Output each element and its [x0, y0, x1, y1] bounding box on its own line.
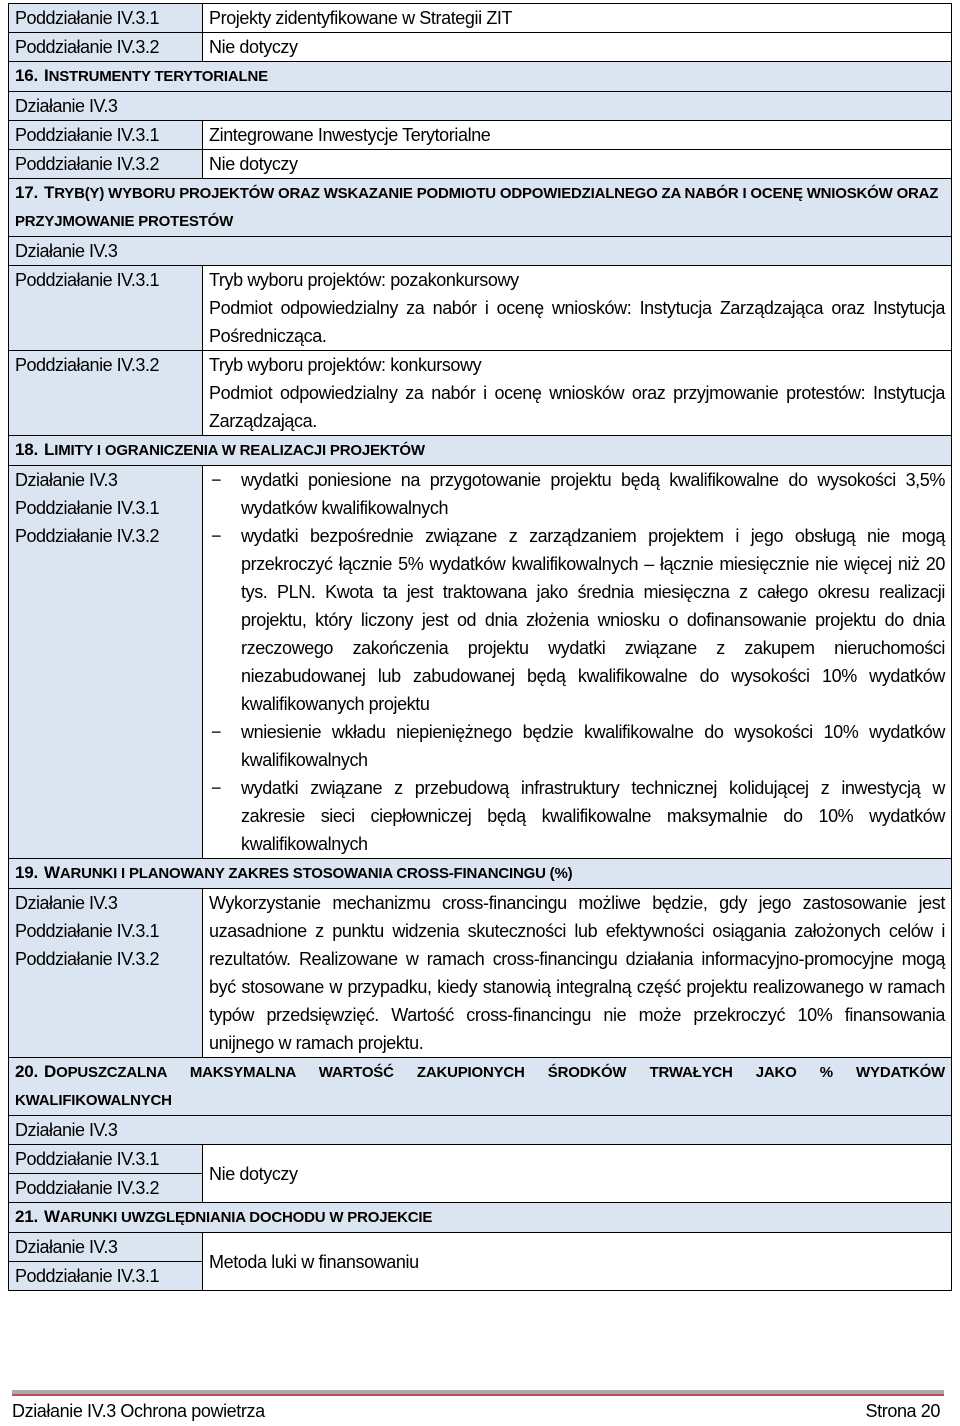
limits-list-cell	[203, 466, 952, 859]
section-header-18	[9, 436, 952, 466]
footer-title: Działanie IV.3 Ochrona powietrza	[12, 1401, 265, 1421]
section-title-initial: L	[44, 440, 55, 459]
table-row	[9, 266, 952, 351]
table-row	[9, 1233, 952, 1262]
footer-divider	[12, 1390, 944, 1396]
section-number: 18.	[15, 440, 39, 459]
action-label: Działanie IV.3	[15, 470, 118, 490]
section-header-19	[9, 859, 952, 889]
table-row	[9, 150, 952, 179]
action-label: Działanie IV.3	[9, 237, 952, 266]
subaction-value: Zintegrowane Inwestycje Terytorialne	[203, 121, 952, 150]
section-title-initial: W	[44, 863, 60, 882]
section-number: 19.	[15, 863, 39, 882]
section-number: 16.	[15, 66, 39, 85]
responsible-body: Podmiot odpowiedzialny za nabór i ocenę wniosków oraz przyjmowanie protestów: Instytucja Zarządzająca.	[209, 383, 945, 431]
action-label: Działanie IV.3	[9, 1116, 952, 1145]
selection-mode: Tryb wyboru projektów: pozakonkursowy	[209, 270, 519, 290]
section-title: RYB(Y) WYBORU PROJEKTÓW ORAZ WSKAZANIE PODMIOTU ODPOWIEDZIALNEGO ZA NABÓR I OCENĘ WNIOSKÓW ORAZ PRZYJMOWANIE PROTESTÓW	[15, 185, 939, 230]
subaction-label: Poddziałanie IV.3.2	[15, 949, 159, 969]
table-row	[9, 1116, 952, 1145]
table-row	[9, 4, 952, 33]
cross-financing-text: Wykorzystanie mechanizmu cross-financingu możliwe będzie, gdy jego zastosowanie jest uzasadnione z punktu widzenia skuteczności lub efektywności osiągania założonych celów i rezultatów. Realizowane w ramach cross-financingu działania informacyjno-promocyjne mogą być stosowane w przypadku, kiedy stanowią integralną część projektu realizowanego w ramach typów przedsięwzięć. Wartość cross-financingu nie może przekroczyć 10% finansowania unijnego w ramach projektu.	[203, 889, 952, 1058]
subaction-value: Metoda luki w finansowaniu	[203, 1233, 952, 1291]
subaction-label: Poddziałanie IV.3.1	[9, 266, 203, 351]
table-row	[9, 121, 952, 150]
table-row	[9, 92, 952, 121]
section-header-16	[9, 62, 952, 92]
label-stack	[9, 466, 203, 859]
action-label: Działanie IV.3	[9, 92, 952, 121]
section-title: ARUNKI UWZGLĘDNIANIA DOCHODU W PROJEKCIE	[59, 1209, 433, 1226]
section-title-initial: W	[44, 1207, 60, 1226]
subaction-label: Poddziałanie IV.3.2	[9, 1174, 203, 1203]
page-number: Strona 20	[865, 1401, 940, 1421]
list-item: − wydatki poniesione na przygotowanie projektu będą kwalifikowalne do wysokości 3,5% wydatków kwalifikowalnych	[241, 466, 945, 522]
list-item: − wydatki bezpośrednie związane z zarządzaniem projektem i jego obsługą nie mogą przekroczyć łącznie 5% wydatków kwalifikowalnych – łącznie miesięcznie nie więcej niż 20 tys. PLN. Kwota ta jest traktowana jako średnia miesięczna z całego okresu realizacji projektu, który liczony jest od dnia złożenia wniosku o dofinansowanie projektu do dnia rzeczowego zakończenia projektu wydatki związane z zakupem nieruchomości niezabudowanej lub zabudowanej będą kwalifikowalne do wysokości 10% wydatków kwalifikowanych projektu	[241, 522, 945, 718]
section-title-initial: I	[44, 66, 49, 85]
subaction-label: Poddziałanie IV.3.1	[15, 921, 159, 941]
list-item: − wniesienie wkładu niepieniężnego będzie kwalifikowalne do wysokości 10% wydatków kwalifikowalnych	[241, 718, 945, 774]
responsible-body: Podmiot odpowiedzialny za nabór i ocenę wniosków: Instytucja Zarządzająca oraz Instytucja Pośrednicząca.	[209, 298, 945, 346]
section-header-20	[9, 1058, 952, 1116]
section-title: ARUNKI I PLANOWANY ZAKRES STOSOWANIA CROSS-FINANCINGU (%)	[59, 865, 573, 882]
table-row	[9, 889, 952, 1058]
action-label: Działanie IV.3	[9, 1233, 203, 1262]
section-title-initial: T	[44, 183, 55, 202]
limits-list	[209, 466, 945, 858]
list-item: − wydatki związane z przebudową infrastruktury technicznej kolidującej z inwestycją w zakresie sieci ciepłowniczej będą kwalifikowalne maksymalnie do 10% wydatków kwalifikowalnych	[241, 774, 945, 858]
label-stack	[9, 889, 203, 1058]
table-row	[9, 466, 952, 859]
subaction-value	[203, 351, 952, 436]
action-label: Działanie IV.3	[15, 893, 118, 913]
section-title: OPUSZCZALNA MAKSYMALNA WARTOŚĆ ZAKUPIONYCH ŚRODKÓW TRWAŁYCH JAKO % WYDATKÓW KWALIFIKOWALNYCH	[15, 1064, 945, 1109]
subaction-value	[203, 266, 952, 351]
section-title: NSTRUMENTY TERYTORIALNE	[48, 68, 268, 85]
section-number: 17.	[15, 183, 39, 202]
subaction-label: Poddziałanie IV.3.1	[9, 4, 203, 33]
table-row	[9, 351, 952, 436]
subaction-label: Poddziałanie IV.3.2	[9, 33, 203, 62]
section-number: 20.	[15, 1062, 39, 1081]
subaction-label: Poddziałanie IV.3.1	[15, 498, 159, 518]
table-row	[9, 237, 952, 266]
table-row	[9, 1145, 952, 1174]
subaction-label: Poddziałanie IV.3.1	[9, 121, 203, 150]
subaction-value: Projekty zidentyfikowane w Strategii ZIT	[203, 4, 952, 33]
subaction-label: Poddziałanie IV.3.2	[15, 526, 159, 546]
section-title-initial: D	[44, 1062, 57, 1081]
section-title: IMITY I OGRANICZENIA W REALIZACJI PROJEKTÓW	[54, 442, 425, 459]
table-row	[9, 33, 952, 62]
section-header-21	[9, 1203, 952, 1233]
subaction-label: Poddziałanie IV.3.2	[9, 351, 203, 436]
subaction-label: Poddziałanie IV.3.1	[9, 1145, 203, 1174]
subaction-value: Nie dotyczy	[203, 1145, 952, 1203]
subaction-value: Nie dotyczy	[203, 33, 952, 62]
subaction-label: Poddziałanie IV.3.2	[9, 150, 203, 179]
section-header-17	[9, 179, 952, 237]
selection-mode: Tryb wyboru projektów: konkursowy	[209, 355, 482, 375]
measure-table	[8, 3, 952, 1291]
subaction-value: Nie dotyczy	[203, 150, 952, 179]
subaction-label: Poddziałanie IV.3.1	[9, 1262, 203, 1291]
section-number: 21.	[15, 1207, 39, 1226]
